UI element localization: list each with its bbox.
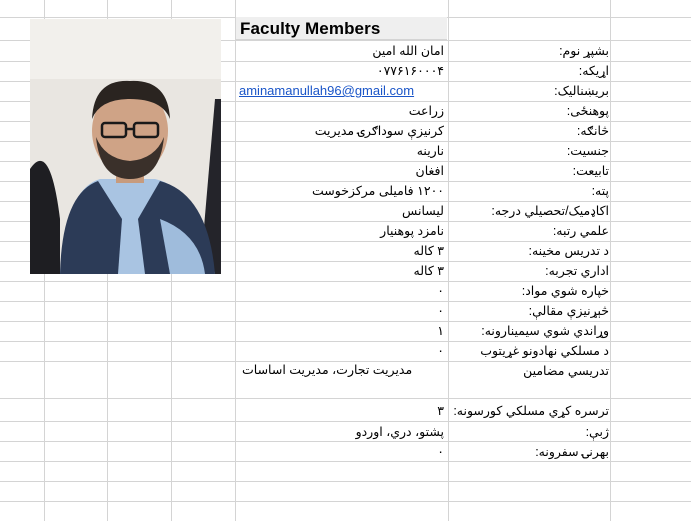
label-foreign-trips[interactable]: بهرنۍ سفرونه: <box>535 445 609 459</box>
label-seminars[interactable]: وړاندي شوي سيمينارونه: <box>481 324 609 338</box>
page-title: Faculty Members <box>240 19 381 38</box>
label-courses[interactable]: ترسره کړي مسلکي کورسونه: <box>453 404 609 418</box>
label-department[interactable]: څانګه: <box>576 124 609 138</box>
label-subjects[interactable]: تدريسي مضامين <box>523 364 609 378</box>
value-research-articles[interactable]: ۰ <box>437 304 444 318</box>
value-nationality[interactable]: افغان <box>415 164 444 178</box>
label-languages[interactable]: ژبې: <box>585 425 609 439</box>
label-phone[interactable]: اړيکه: <box>578 64 609 78</box>
label-gender[interactable]: جنسيت: <box>566 144 609 158</box>
value-department[interactable]: کرنيزې سوداګرۍ مديريت <box>314 124 444 138</box>
value-languages[interactable]: پشتو، دري، اوردو <box>355 425 444 439</box>
value-foreign-trips[interactable]: ۰ <box>437 445 444 459</box>
label-memberships[interactable]: د مسلکي نهادونو غړيتوب <box>480 344 609 358</box>
label-nationality[interactable]: تابيعت: <box>572 164 609 178</box>
profile-photo <box>30 19 221 274</box>
label-address[interactable]: پته: <box>591 184 609 198</box>
portrait-icon <box>30 19 221 274</box>
value-gender[interactable]: نارينه <box>416 144 444 158</box>
value-rank[interactable]: نامزد پوهنيار <box>380 224 444 238</box>
value-degree[interactable]: ليسانس <box>402 204 444 218</box>
value-teaching-experience[interactable]: ۳ کاله <box>413 244 444 258</box>
value-seminars[interactable]: ۱ <box>437 324 444 338</box>
value-phone[interactable]: ۰۷۷۶۱۶۰۰۰۴ <box>376 64 444 78</box>
label-degree[interactable]: اکاډميک/تحصيلي درجه: <box>491 204 609 218</box>
value-faculty[interactable]: زراعت <box>408 104 444 118</box>
label-teaching-experience[interactable]: د تدريس مخينه: <box>528 244 609 258</box>
value-subjects[interactable]: مديريت تجارت، مديريت اساسات <box>242 363 413 377</box>
value-publications[interactable]: ۰ <box>437 284 444 298</box>
value-admin-experience[interactable]: ۳ کاله <box>413 264 444 278</box>
label-admin-experience[interactable]: اداري تجربه: <box>545 264 609 278</box>
value-courses[interactable]: ۳ <box>437 404 444 418</box>
label-email[interactable]: بريښناليک: <box>554 84 609 98</box>
value-full-name[interactable]: امان الله امين <box>372 44 444 58</box>
email-link[interactable]: aminamanullah96@gmail.com <box>239 83 415 98</box>
label-rank[interactable]: علمي رتبه: <box>552 224 609 238</box>
label-publications[interactable]: خپاره شوي مواد: <box>521 284 609 298</box>
value-address[interactable]: ۱۲۰۰ فاميلی مرکزخوست <box>312 184 444 198</box>
label-research-articles[interactable]: څېړنيزې مقالې: <box>528 304 609 318</box>
value-memberships[interactable]: ۰ <box>437 344 444 358</box>
label-faculty[interactable]: پوهنځی: <box>566 104 609 118</box>
label-full-name[interactable]: بشپړ نوم: <box>559 44 609 58</box>
